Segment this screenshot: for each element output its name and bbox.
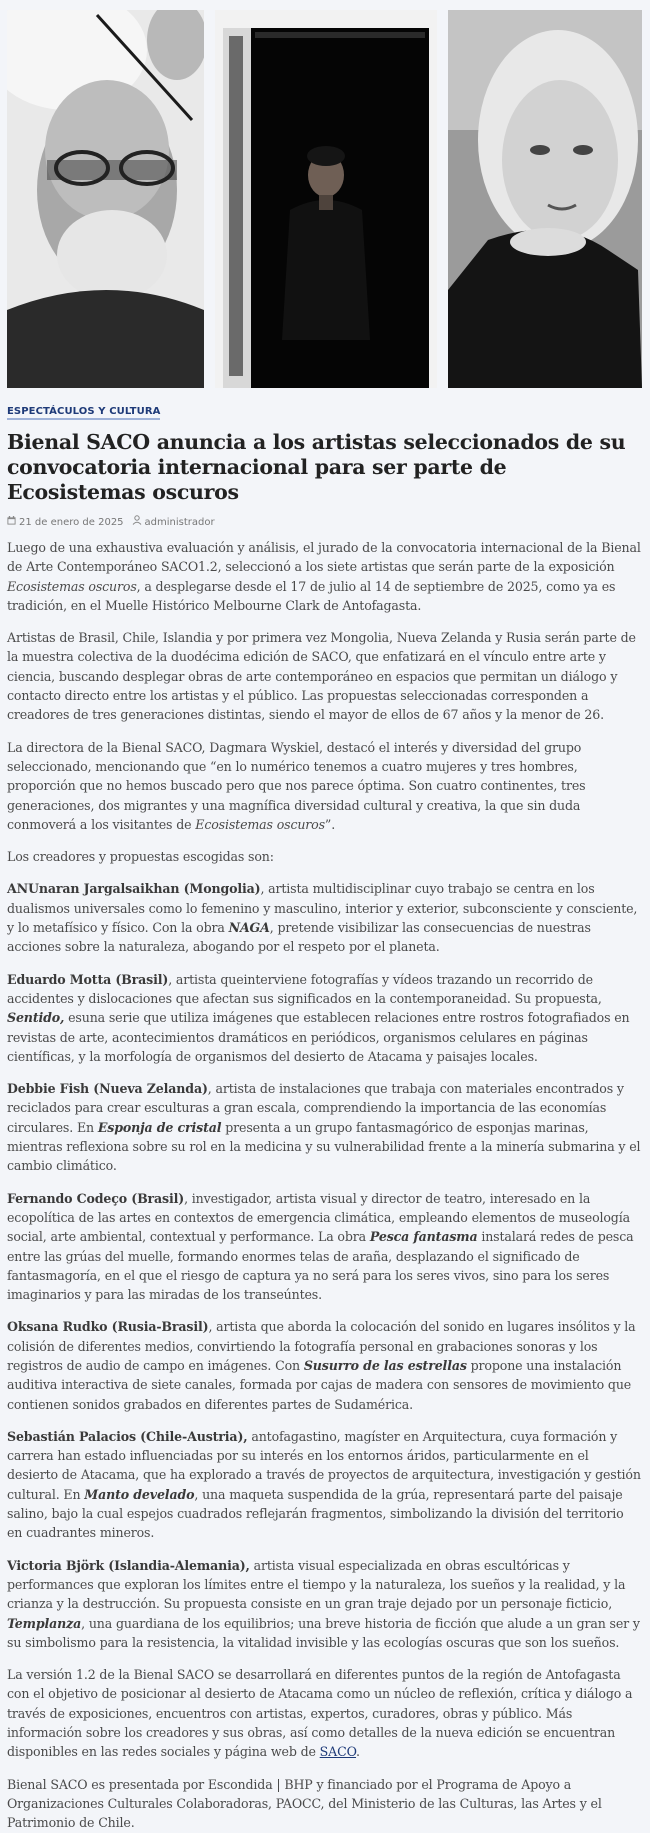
user-icon: [132, 515, 142, 528]
paragraph-director-quote: [7, 738, 642, 834]
artist-paragraph: [7, 879, 642, 956]
final-text-a: La versión 1.2 de la Bienal SACO se desarrollará en diferentes puntos de la región de Antofagasta con el objetivo de posicionar al desierto de Atacama como un núcleo de reflexión, crítica y diálogo a través de exposiciones, encuentros con artistas, expertos, curadores, obras y público. Más información sobre los creadores y sus obras, así como detalles de la nueva edición se encuentran disponibles en las redes sociales y página web de: [7, 1667, 633, 1760]
author-text: administrador: [144, 517, 215, 528]
artist-text-a: antofagastino, magíster en Arquitectura, cuya formación y carrera han estado influenciadas por su interés en los entornos áridos, particularmente en el desierto de Atacama, que ha explorado a través de proyectos de arquitectura, investigación y gestión cultural. En: [7, 1428, 641, 1502]
quote-text-a: La directora de la Bienal SACO, Dagmara Wyskiel, destacó el interés y diversidad del grupo seleccionado, mencionando que “en lo numérico tenemos a cuatro mujeres y tres hombres, proporción que no hemos buscado pero que nos parece óptima. Son cuatro continentes, tres generaciones, dos migrantes y una magnífica diversidad cultural y creativa, la que sin duda conmoverá a los visitantes de: [7, 739, 586, 832]
paragraph-countries: Artistas de Brasil, Chile, Islandia y por primera vez Mongolia, Nueva Zelanda y Rusia serán parte de la muestra colectiva de la duodécima edición de SACO, que enfatizará en el vínculo entre arte y ciencia, buscando desplegar obras de arte contemporáneo en espacios que permitan un diálogo y contacto directo entre los artistas y el público. Las propuestas seleccionadas corresponden a creadores de tres generaciones distintas, siendo el mayor de ellos de 67 años y la menor de 26.: [7, 630, 636, 723]
artist-text-b: , una maqueta suspendida de la grúa, representará parte del paisaje salino, bajo la cual espejos cuadrados reflejarán fragmentos, simbolizando la división del territorio en cuadrantes mineros.: [7, 1486, 624, 1541]
artist-text-a: , investigador, artista visual y director de teatro, interesado en la ecopolítica de las artes en contextos de emergencia climática, empleando elementos de museología social, arte ambiental, contextual y performance. La obra: [7, 1190, 630, 1245]
paragraph-final: [7, 1665, 642, 1761]
saco-link[interactable]: SACO: [319, 1744, 357, 1760]
artist-text-a: , artista queinterviene fotografías y vídeos trazando un recorrido de accidentes y dislocaciones que afectan sus significados en la contemporaneidad. Su propuesta,: [7, 971, 602, 1006]
date-text: 21 de enero de 2025: [19, 516, 124, 528]
artist-work: Sentido,: [7, 1010, 65, 1026]
artist-text-b: , una guardiana de los equilibrios; una breve historia de ficción que alude a un gran ser y su simbolismo para la resistencia, la vitalidad invisible y las ecologías oscuras que son los sueños.: [7, 1615, 640, 1650]
intro-exhibition-name: Ecosistemas oscuros: [7, 578, 137, 594]
artist-text-a: artista visual especializada en obras escultóricas y performances que exploran los límites entre el tiempo y la naturaleza, los sueños y la realidad, y la crianza y la destrucción. Su propuesta consiste en un gran traje dejado por un personaje ficticio,: [7, 1557, 626, 1612]
artist-work: Manto develado: [84, 1486, 195, 1502]
article-date: [7, 516, 124, 528]
artist-name: Debbie Fish (Nueva Zelanda): [7, 1081, 208, 1097]
artist-work: Susurro de las estrellas: [303, 1357, 467, 1373]
quote-text-b: ”.: [324, 816, 336, 832]
artist-text-b: esuna serie que utiliza imágenes que establecen relaciones entre rostros fotografiados en revistas de arte, acontecimientos dramáticos en periódicos, organismos celulares en páginas científicas, y la morfología de organismos del desierto de Atacama y paisajes locales.: [7, 1010, 630, 1064]
paragraph-list-intro: Los creadores y propuestas escogidas son:: [7, 849, 274, 865]
portrait-woman-icon: [448, 10, 642, 388]
artist-text-a: , artista de instalaciones que trabaja con materiales encontrados y reciclados para crear esculturas a gran escala, comprendiendo la importancia de las economías circulares. En: [7, 1081, 624, 1135]
artist-paragraph: [7, 1079, 642, 1175]
artist-name: Eduardo Motta (Brasil): [7, 971, 169, 987]
article-meta: [7, 515, 642, 528]
artist-paragraph: [7, 1189, 642, 1305]
artist-work: Esponja de cristal: [97, 1119, 222, 1135]
artist-paragraph: [7, 1317, 642, 1413]
paragraph-intro: [7, 538, 642, 615]
photo-gallery: [7, 10, 642, 388]
artist-text-b: , pretende visibilizar las consecuencias de nuestras acciones sobre la naturaleza, abogando por el respeto por el planeta.: [7, 920, 591, 955]
artist-work: Templanza: [7, 1615, 82, 1631]
portrait-man-glasses-icon: [7, 10, 204, 388]
artist-paragraph: [7, 1427, 642, 1543]
quote-exhibition-name: Ecosistemas oscuros: [195, 816, 325, 832]
artist-name: Oksana Rudko (Rusia-Brasil): [7, 1319, 209, 1335]
artist-text-a: , artista que aborda la colocación del sonido en lugares insólitos y la colisión de diferentes medios, convirtiendo la fotografía personal en grabaciones sonoras y los registros de audio de campo en imágenes. Con: [7, 1319, 636, 1373]
artist-work: NAGA: [228, 920, 270, 936]
artist-name: ANUnaran Jargalsaikhan (Mongolia): [7, 881, 261, 897]
portrait-man-window-icon: [215, 10, 437, 388]
intro-text-a: Luego de una exhaustiva evaluación y análisis, el jurado de la convocatoria internacional de la Bienal de Arte Contemporáneo SACO1.2, seleccionó a los siete artistas que serán parte de la exposición: [7, 540, 641, 575]
intro-text-b: , a desplegarse desde el 17 de julio al 14 de septiembre de 2025, como ya es tradición, en el Muelle Histórico Melbourne Clark de Antofagasta.: [7, 578, 616, 613]
artist-photo-1[interactable]: [7, 10, 204, 388]
article-title: Bienal SACO anuncia a los artistas seleccionados de su convocatoria internacional para ser parte de Ecosistemas oscuros: [7, 430, 626, 504]
final-text-b: .: [356, 1744, 360, 1760]
artist-photo-2[interactable]: [215, 10, 437, 388]
article-category[interactable]: ESPECTÁCULOS Y CULTURA: [7, 406, 160, 420]
artist-text-a: , artista multidisciplinar cuyo trabajo se centra en los dualismos universales como lo femenino y masculino, interior y exterior, subconsciente y consciente, y lo metafísico y físico. Con la obra: [7, 881, 638, 936]
artist-text-b: presenta a un grupo fantasmagórico de esponjas marinas, mientras reflexiona sobre su rol en la medicina y su vulnerabilidad frente a la minería submarina y el cambio climático.: [7, 1119, 641, 1174]
artist-name: Sebastián Palacios (Chile-Austria),: [7, 1428, 248, 1444]
artist-text-b: instalará redes de pesca entre las grúas del muelle, formando enormes telas de araña, desplazando el significado de fantasmagoría, en el que el riesgo de captura ya no será para los seres vivos, sino para los seres imaginarios y para las miradas de los transeúntes.: [7, 1229, 634, 1303]
artist-paragraph: [7, 970, 642, 1066]
artist-name: Fernando Codeço (Brasil): [7, 1190, 185, 1206]
artist-text-b: propone una instalación auditiva interactiva de siete canales, formada por cajas de madera con sensores de movimiento que contienen sonidos grabados en diferentes partes de Sudamérica.: [7, 1357, 632, 1412]
article-author[interactable]: [132, 515, 215, 528]
artist-paragraph: [7, 1556, 642, 1652]
calendar-icon: [7, 516, 16, 528]
paragraph-sponsor: Bienal SACO es presentada por Escondida | BHP y financiado por el Programa de Apoyo a Organizaciones Culturales Colaboradoras, PAOCC, del Ministerio de las Culturas, las Artes y el Patrimonio de Chile.: [7, 1776, 602, 1831]
artist-work: Pesca fantasma: [369, 1229, 478, 1245]
artist-name: Victoria Björk (Islandia-Alemania),: [7, 1557, 250, 1573]
artist-photo-3[interactable]: [448, 10, 642, 388]
